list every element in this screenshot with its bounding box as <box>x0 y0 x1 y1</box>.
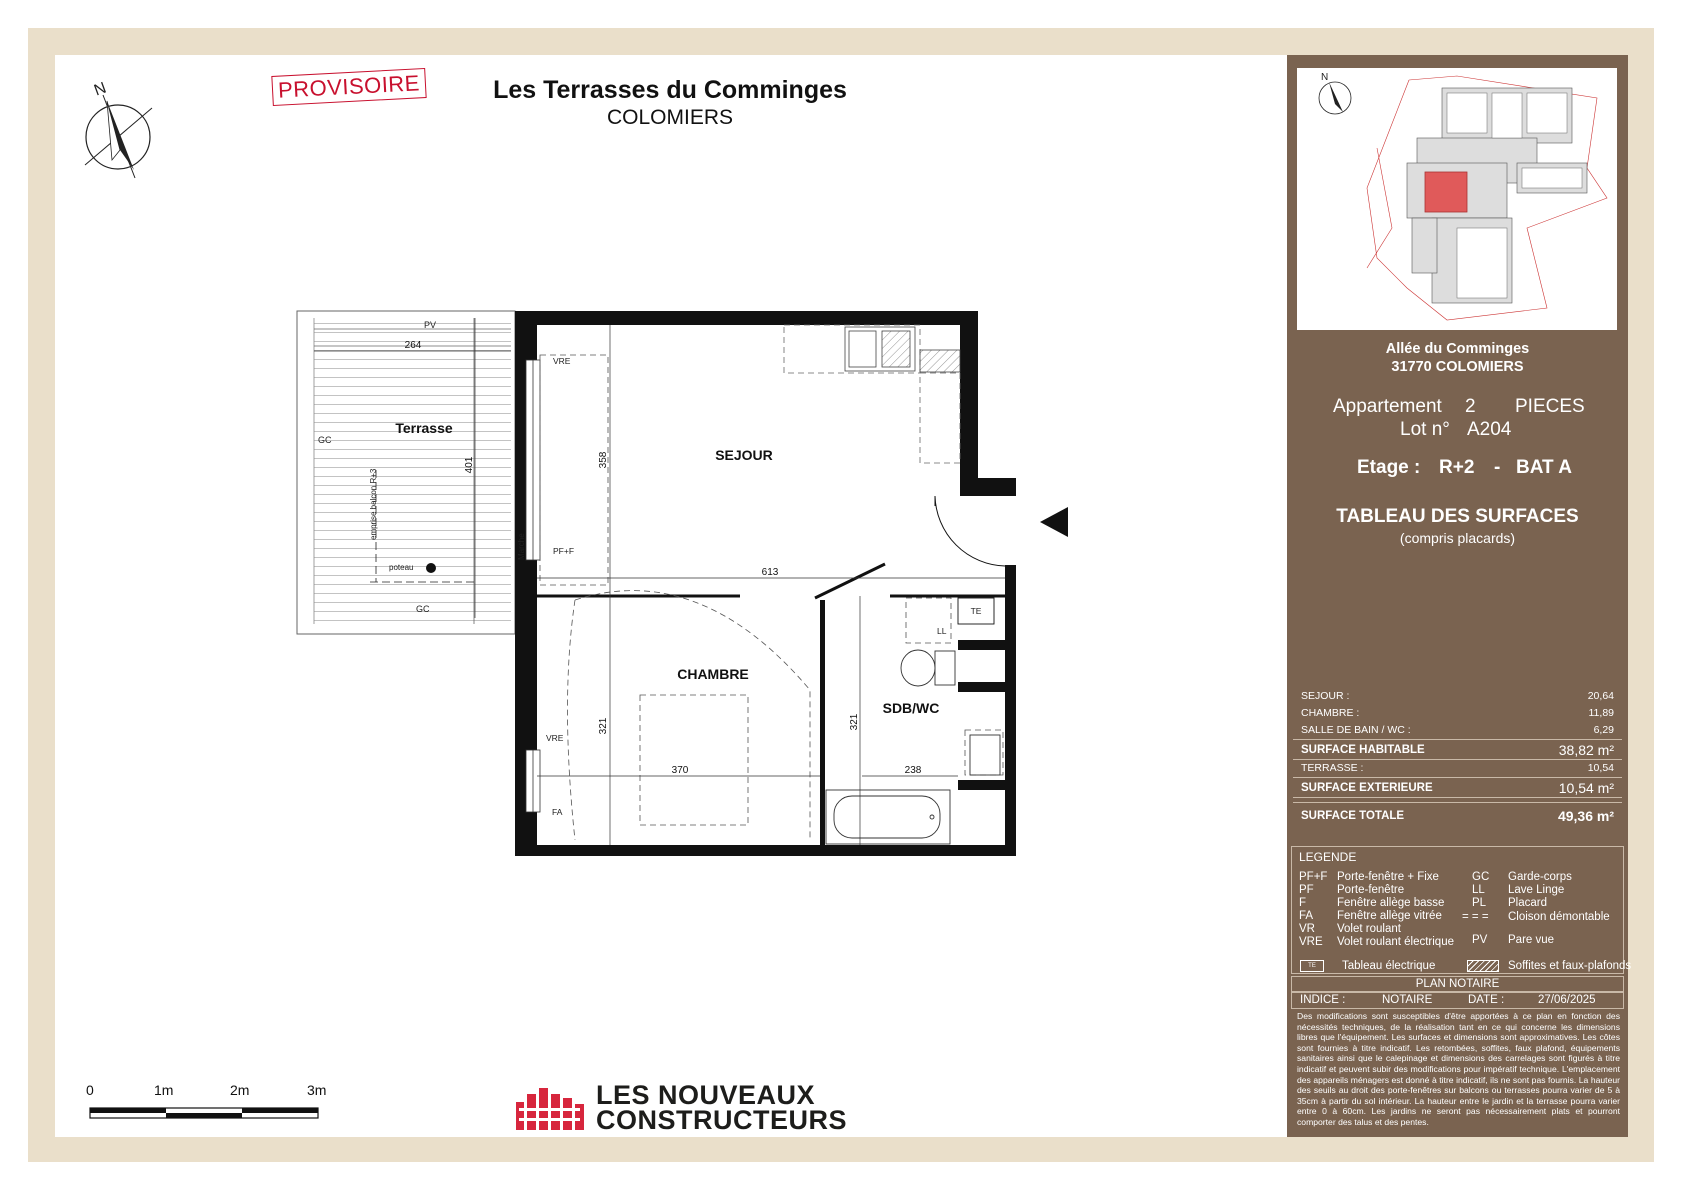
surface-row-exterieure <box>1293 777 1622 798</box>
key-plan-drawing <box>1297 68 1617 330</box>
legend-text: Volet roulant <box>1337 923 1401 935</box>
surface-value: 10,54 <box>1587 762 1614 774</box>
provisoire-stamp: PROVISOIRE <box>271 68 426 106</box>
key-plan-highlight <box>1425 172 1467 212</box>
legend-code: PV <box>1472 934 1488 946</box>
surface-value: 20,64 <box>1587 690 1614 702</box>
surface-label: SURFACE HABITABLE <box>1301 744 1425 756</box>
soffites-legend-icon <box>1467 960 1499 972</box>
label-marche: Marche <box>517 533 526 560</box>
date-value: 27/06/2025 <box>1538 994 1596 1006</box>
legend-code: PF <box>1299 884 1314 896</box>
label-chambre: CHAMBRE <box>677 666 749 682</box>
surfaces-subtitle: (compris placards) <box>1399 530 1516 546</box>
surface-value: 6,29 <box>1593 724 1614 736</box>
legend-text: Fenêtre allège vitrée <box>1337 910 1442 922</box>
legend-text: Tableau électrique <box>1342 960 1436 972</box>
key-plan-north-label: N <box>1321 72 1329 83</box>
indice-row <box>1291 992 1624 1009</box>
address-street: Allée du Comminges <box>1385 341 1530 357</box>
project-title: Les Terrasses du Comminges <box>493 76 847 104</box>
scale-bar <box>90 1108 318 1118</box>
surface-row-totale <box>1293 802 1622 826</box>
surface-row-chambre <box>1293 705 1622 722</box>
te-legend-icon: TE <box>1300 960 1324 972</box>
legend-code: PF+F <box>1299 871 1328 883</box>
legend-code: = = = <box>1462 911 1489 923</box>
date-label: DATE : <box>1468 994 1505 1006</box>
legend-text: Porte-fenêtre <box>1337 884 1405 896</box>
label-emprise: emprise balcon R+3 <box>369 468 378 540</box>
address-postcode: 31770 COLOMIERS <box>1391 359 1524 375</box>
dim-total-width: 613 <box>761 567 779 578</box>
scale-label-0: 0 <box>86 1082 94 1098</box>
etage-label: Etage : <box>1357 457 1421 478</box>
project-city: COLOMIERS <box>606 106 734 129</box>
legend-text: Porte-fenêtre + Fixe <box>1337 871 1439 883</box>
surface-row-habitable <box>1293 739 1622 760</box>
company-logo <box>596 1080 848 1135</box>
pieces-count: 2 <box>1465 396 1476 417</box>
legend-text: Soffites et faux-plafonds <box>1508 960 1632 972</box>
surface-value: 11,89 <box>1588 707 1614 719</box>
surface-label: SURFACE TOTALE <box>1301 810 1405 822</box>
label-terrasse: Terrasse <box>395 420 453 436</box>
surfaces-title: TABLEAU DES SURFACES <box>1336 506 1579 527</box>
label-vre-top: VRE <box>553 356 571 366</box>
label-sdb: SDB/WC <box>882 700 940 716</box>
label-pff: PF+F <box>553 546 575 556</box>
indice-label: INDICE : <box>1300 994 1346 1006</box>
dim-chambre-depth: 321 <box>598 717 609 735</box>
indice-value: NOTAIRE <box>1382 994 1433 1006</box>
dim-sejour-depth: 358 <box>598 451 609 469</box>
surface-label: TERRASSE : <box>1301 762 1364 774</box>
etage-value: R+2 <box>1439 457 1475 478</box>
lot-value: A204 <box>1467 419 1512 440</box>
legend-text: Pare vue <box>1508 934 1555 946</box>
label-pv: PV <box>424 320 437 330</box>
legend-text: Fenêtre allège basse <box>1337 897 1445 909</box>
legend-code: F <box>1299 897 1307 909</box>
compass-north-label: N <box>91 79 109 100</box>
scale-label-3m: 3m <box>307 1082 327 1098</box>
legend-text: Garde-corps <box>1508 871 1572 883</box>
lot-label: Lot n° <box>1400 419 1450 440</box>
appartement-label: Appartement <box>1333 396 1442 417</box>
legend-code: FA <box>1299 910 1314 922</box>
surface-row-sdb <box>1293 722 1622 739</box>
disclaimer-notes: Des modifications sont susceptibles d'être apportées à ce plan en fonction des nécessités techniques, de la réalisation tant en ce qui concerne les dimensions libres que l'équipement. Les surfaces et dimensions sont approximatives. Les côtes sont fournies à titre indicatif. Les retombées, soffites, faux plafond, équipements sanitaires ainsi que le calepinage et dimensions des carrelages sont figurés à titre indicatif et peuvent subir des modifications pour impératif technique. L'emplacement des appareils ménagers est donné à titre indicatif, ils ne sont pas fournis. La hauteur des seuils au droit des porte-fenêtres sur balcons ou terrasses pourra varier de 5 à 35cm à partir du sol intérieur. La hauteur entre le jardin et la terrasse pourra varier entre 0 à 60cm. Les jardins ne seront pas nécessairement plats et pourront comporter des talus et des pentes. <box>1297 1011 1620 1127</box>
entrance-arrow-icon <box>1040 507 1068 537</box>
legend-code: LL <box>1472 884 1485 896</box>
label-ll: LL <box>937 626 947 636</box>
label-gc-left: GC <box>318 435 332 445</box>
sdb-door <box>815 564 885 598</box>
surface-label: SURFACE EXTERIEURE <box>1301 782 1433 794</box>
legend-text: Volet roulant électrique <box>1337 936 1454 948</box>
label-fa: FA <box>552 807 563 817</box>
compass-rose-icon <box>85 80 152 178</box>
terrasse-area <box>297 311 515 634</box>
legend-text: Placard <box>1508 897 1547 909</box>
surface-row-terrasse <box>1293 760 1622 777</box>
dim-sdb-width: 238 <box>904 765 922 776</box>
dim-terrasse-depth: 401 <box>464 456 475 474</box>
label-te: TE <box>970 606 982 616</box>
scale-label-2m: 2m <box>230 1082 250 1098</box>
surface-label: SEJOUR : <box>1301 690 1350 702</box>
surface-label: SALLE DE BAIN / WC : <box>1301 724 1411 736</box>
surface-row-sejour <box>1293 688 1622 705</box>
logo-line-1: LES NOUVEAUX <box>596 1080 816 1110</box>
label-poteau: poteau <box>389 563 414 572</box>
legend-code: GC <box>1472 871 1490 883</box>
etage-separator: - <box>1494 457 1501 478</box>
surface-value: 10,54 m² <box>1558 780 1614 796</box>
legend-text: Lave Linge <box>1508 884 1565 896</box>
batiment: BAT A <box>1516 457 1572 478</box>
surface-label: CHAMBRE : <box>1301 707 1360 719</box>
dim-sdb-depth: 321 <box>849 713 860 731</box>
logo-icon <box>516 1088 584 1130</box>
dim-terrasse-width: 264 <box>404 340 422 351</box>
legend-text: Cloison démontable <box>1508 911 1610 923</box>
surfaces-table <box>1293 688 1622 826</box>
pieces-label: PIECES <box>1515 396 1585 417</box>
surface-value: 49,36 m² <box>1557 808 1614 824</box>
logo-line-2: CONSTRUCTEURS <box>596 1105 848 1135</box>
dim-chambre-width: 370 <box>671 765 689 776</box>
legend-code: VRE <box>1299 936 1323 948</box>
kitchen <box>784 325 960 463</box>
legend-code: VR <box>1299 923 1315 935</box>
surface-value: 38,82 m² <box>1558 742 1614 758</box>
legend-title: LEGENDE <box>1299 850 1357 864</box>
label-gc-bottom: GC <box>416 604 430 614</box>
label-sejour: SEJOUR <box>715 447 773 463</box>
key-plan <box>1297 68 1617 330</box>
label-vre-bottom: VRE <box>546 733 564 743</box>
scale-label-1m: 1m <box>154 1082 174 1098</box>
plan-type: PLAN NOTAIRE <box>1291 976 1624 992</box>
entrance-door <box>935 496 1005 566</box>
legend-code: PL <box>1472 897 1487 909</box>
apartment-walls <box>515 311 1016 856</box>
address <box>1287 340 1628 376</box>
